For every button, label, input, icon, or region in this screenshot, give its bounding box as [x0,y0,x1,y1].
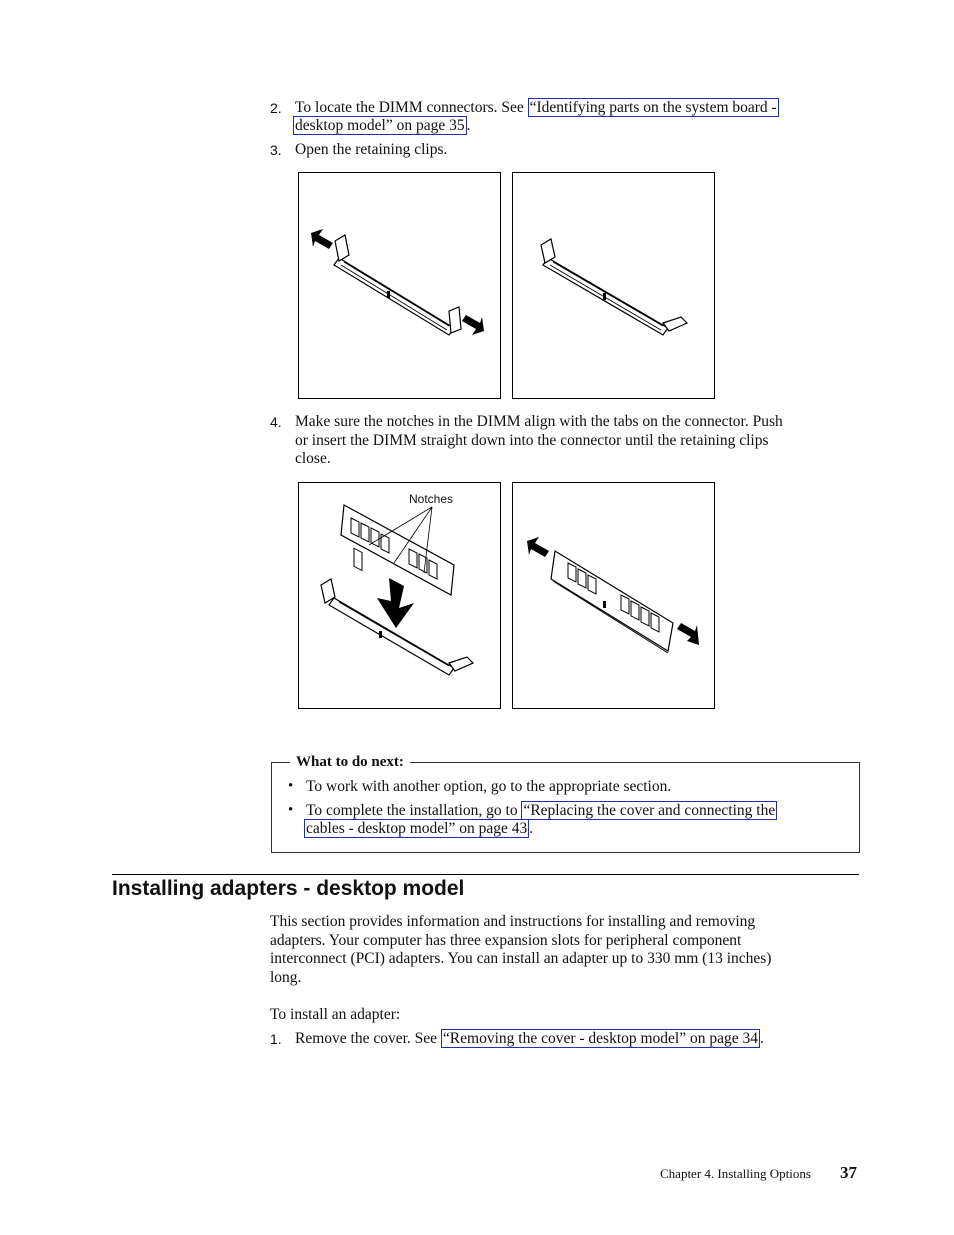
adapter-step-1-number: 1. [270,1031,282,1047]
link-identifying-parts-cont[interactable]: desktop model” on page 35 [295,117,465,134]
adapter-step-1-text [295,1030,764,1049]
section-para-line2: adapters. Your computer has three expansion slots for peripheral component [270,932,742,949]
figure-open-clips-right [512,172,715,399]
step-4-line3: close. [295,450,331,467]
section-heading: Installing adapters - desktop model [112,877,465,900]
notches-label: Notches [409,492,454,506]
section-intro: To install an adapter: [270,1006,401,1023]
step-3-number: 3. [270,142,282,158]
step-4-line1: Make sure the notches in the DIMM align with the tabs on the connector. Push [295,413,783,430]
section-para-line4: long. [270,969,302,986]
dimm-connector-opened-illustration [513,173,714,398]
page-number: 37 [840,1163,857,1182]
step-2-prefix: To locate the DIMM connectors. See [295,99,528,116]
dimm-connector-open-illustration [299,173,500,398]
section-para-line3: interconnect (PCI) adapters. You can install an adapter up to 330 mm (13 inches) [270,950,772,967]
link-removing-cover[interactable]: “Removing the cover - desktop model” on page 34 [442,1030,759,1047]
footer-chapter: Chapter 4. Installing Options [660,1166,811,1181]
step-2-suffix: . [466,117,471,134]
bullet-2-prefix: To complete the installation, go to [306,802,522,819]
step-4-line2: or insert the DIMM straight down into the connector until the retaining clips [295,432,769,449]
link-identifying-parts[interactable]: “Identifying parts on the system board - [529,99,777,116]
bullet-2-suffix: . [529,820,534,837]
link-replacing-cover[interactable]: “Replacing the cover and connecting the [523,802,776,819]
adapter-step-1-prefix: Remove the cover. See [295,1030,441,1047]
step-2-text-line2 [293,117,470,136]
figure-open-clips-left [298,172,501,399]
bullet-2-text-line2 [304,820,533,839]
figure-insert-dimm-left [298,482,501,709]
bullet-1-text: To work with another option, go to the appropriate section. [306,778,672,795]
step-4-number: 4. [270,414,282,430]
step-3-text: Open the retaining clips. [295,141,448,158]
adapter-step-1-suffix: . [760,1030,764,1047]
section-para-line1: This section provides information and instructions for installing and removing [270,913,756,930]
bullet-2-text [306,802,777,821]
step-2-number: 2. [270,100,282,116]
bullet-1-dot: • [288,778,294,794]
what-to-do-next-title: What to do next: [290,754,410,771]
section-rule [112,874,859,875]
link-replacing-cover-cont[interactable]: cables - desktop model” on page 43 [306,820,528,837]
bullet-2-dot: • [288,802,294,818]
dimm-seated-illustration [513,483,714,708]
dimm-insert-illustration [299,483,500,708]
figure-insert-dimm-right [512,482,715,709]
step-2-text [295,99,779,118]
